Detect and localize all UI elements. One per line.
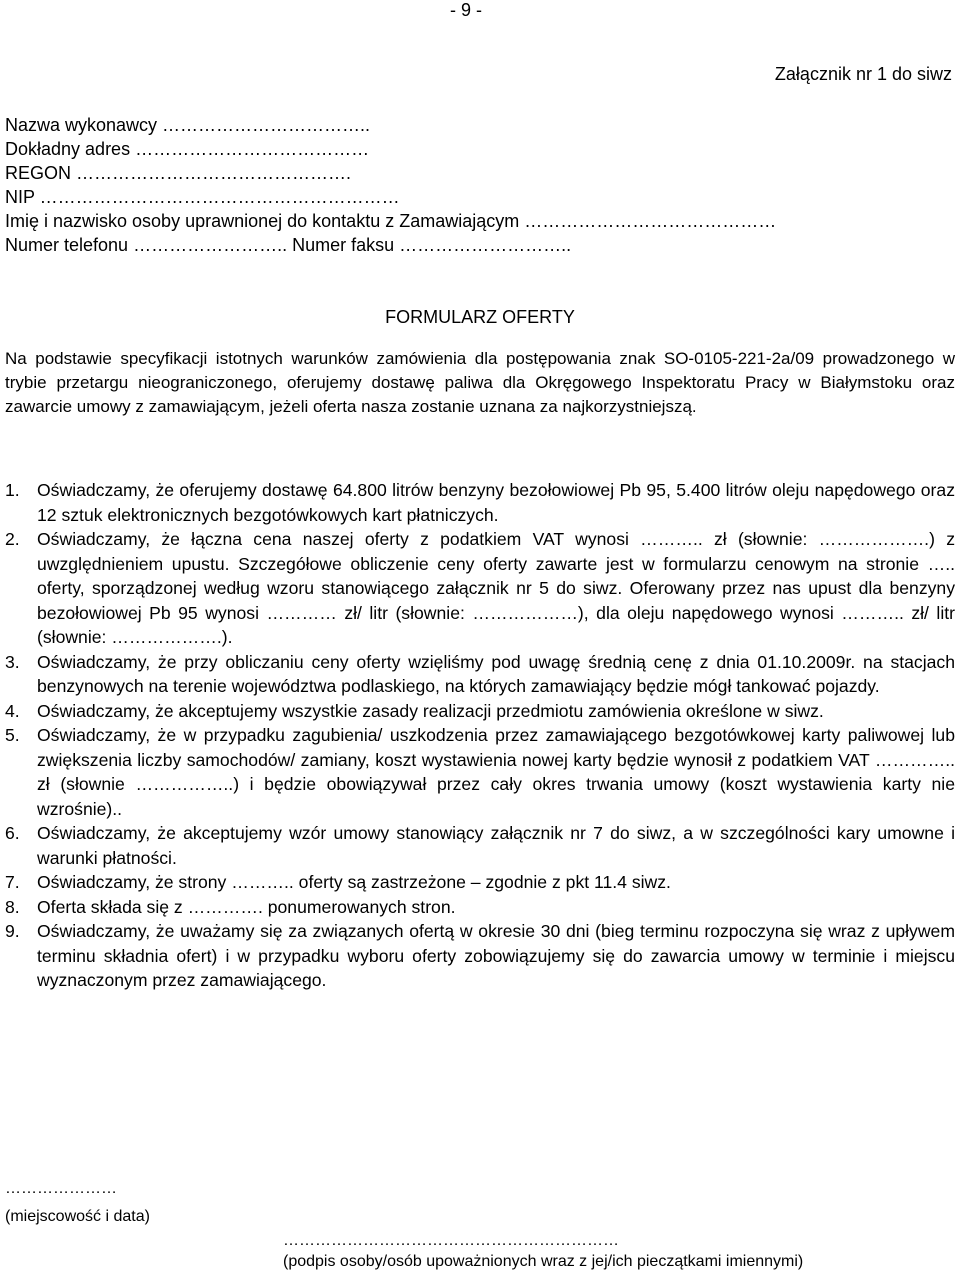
statement-text: Oświadczamy, że akceptujemy wszystkie zasady realizacji przedmiotu zamówienia określone w siwz. [37, 700, 824, 721]
statement-text: Oświadczamy, że oferujemy dostawę 64.800 litrów benzyny bezołowiowej Pb 95, 5.400 litrów oleju napędowego oraz 12 sztuk elektronicznych bezgotówkowych kart płatniczych. [37, 480, 955, 525]
contractor-details [5, 113, 776, 257]
statement-number: 2. [5, 529, 20, 549]
contractor-name-field: Nazwa wykonawcy …………………………….. [5, 115, 371, 135]
contractor-nip-field: NIP …………………………………………………… [5, 187, 400, 207]
statement-item [5, 699, 955, 724]
statement-text: Oferta składa się z …………. ponumerowanych stron. [37, 896, 456, 917]
intro-paragraph: Na podstawie specyfikacji istotnych warunków zamówienia dla postępowania znak SO-0105-221-2a/09 prowadzonego w trybie przetargu nieograniczonego, oferujemy dostawę paliwa dla Okręgowego Inspektoratu Pracy w Białymstoku oraz zawarcie umowy z zamawiającym, jeżeli oferta nasza zostanie uznana za najkorzystniejszą. [5, 349, 955, 416]
statement-number: 1. [5, 480, 20, 500]
statement-item [5, 650, 955, 699]
statement-item [5, 723, 955, 821]
statements-list [5, 478, 955, 993]
statement-item [5, 478, 955, 527]
statement-text: Oświadczamy, że przy obliczaniu ceny oferty wzięliśmy pod uwagę średnią cenę z dnia 01.10.2009r. na stacjach benzynowych na terenie województwa podlaskiego, na których zamawiający będzie mógł tankować pojazdy. [37, 651, 955, 696]
contractor-phone-fax-field: Numer telefonu …………………….. Numer faksu ……………………….. [5, 235, 572, 255]
statement-number: 4. [5, 700, 20, 721]
statement-text: Oświadczamy, że łączna cena naszej oferty z podatkiem VAT wynosi ……….. zł (słownie: ……………….) z uwzględnieniem upustu. Szczegółowe obliczenie ceny oferty zawarte jest w formularzu cenowym na stronie ….. oferty, sporządzonej według wzoru stanowiącego załącznik nr 5 do siwz. Oferowany przez nas upust dla benzyny bezołowiowej Pb 95 wynosi ………… zł/ litr (słownie: ………………), dla oleju napędowego wynosi ……….. zł/ litr (słownie: ……………….). [37, 529, 955, 647]
statement-item [5, 895, 955, 920]
signature-label: (podpis osoby/osób upoważnionych wraz z jej/ich pieczątkami imiennymi) [283, 1253, 804, 1270]
statement-number: 7. [5, 872, 20, 892]
statement-number: 5. [5, 725, 20, 745]
statement-number: 3. [5, 651, 20, 672]
contractor-contact-person-field: Imię i nazwisko osoby uprawnionej do kontaktu z Zamawiającym …………………………………… [5, 211, 777, 231]
form-title: FORMULARZ OFERTY [385, 307, 575, 327]
statement-text: Oświadczamy, że uważamy się za związanych ofertą w okresie 30 dni (bieg terminu rozpoczyna się wraz z upływem terminu składnia ofert) i w przypadku wyboru oferty zobowiązujemy się do zawarcia umowy w terminie i miejscu wyznaczonym przez zamawiającego. [37, 921, 955, 990]
place-date-line: ………………… [5, 1180, 117, 1197]
page-number: - 9 - [450, 0, 483, 20]
statement-text: Oświadczamy, że strony ……….. oferty są zastrzeżone – zgodnie z pkt 11.4 siwz. [37, 872, 671, 892]
signature-line: ……………………………………………………… [283, 1232, 619, 1249]
statement-number: 8. [5, 896, 20, 917]
statement-item [5, 919, 955, 993]
statement-item [5, 821, 955, 870]
statement-item [5, 870, 955, 895]
statement-text: Oświadczamy, że akceptujemy wzór umowy stanowiący załącznik nr 7 do siwz, a w szczególności kary umowne i warunki płatności. [37, 823, 955, 868]
statement-number: 6. [5, 823, 20, 843]
statement-text: Oświadczamy, że w przypadku zagubienia/ uszkodzenia przez zamawiającego bezgotówkowej karty paliwowej lub zwiększenia liczby samochodów/ zamiany, koszt wystawienia nowej karty będzie wynosił z podatkiem VAT ………….. zł (słownie ……………..) i będzie obowiązywał przez cały okres trwania umowy (koszt wystawienia karty nie wzrośnie).. [37, 725, 955, 819]
statement-number: 9. [5, 921, 20, 941]
contractor-address-field: Dokładny adres ………………………………… [5, 139, 370, 159]
attachment-label: Załącznik nr 1 do siwz [774, 64, 952, 84]
statement-item [5, 527, 955, 650]
place-date-label: (miejscowość i data) [5, 1208, 150, 1225]
contractor-regon-field: REGON ………………………………………. [5, 163, 352, 183]
